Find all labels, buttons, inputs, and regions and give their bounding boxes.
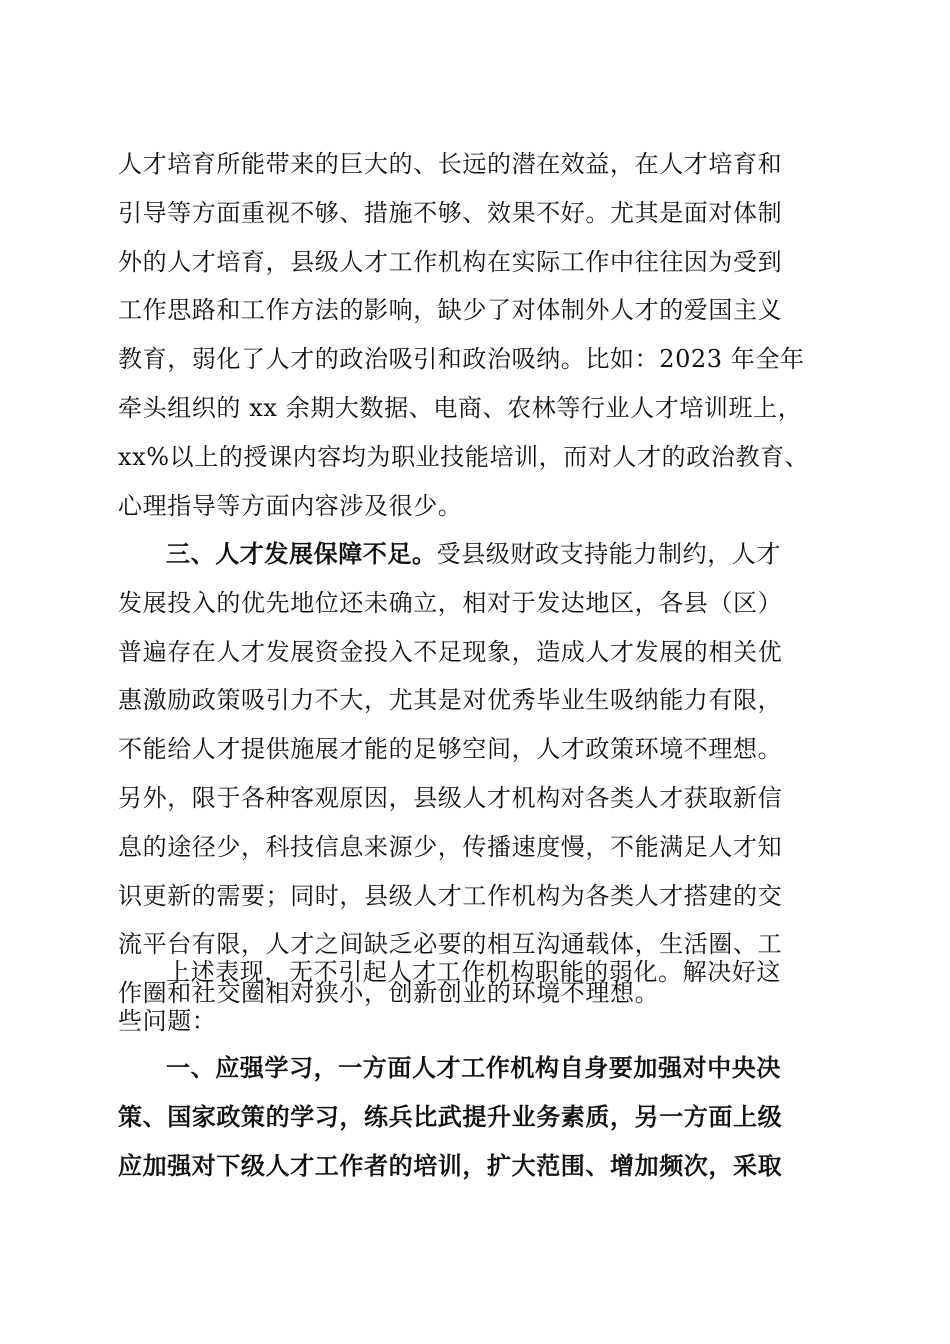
text-line: 些问题： [118, 1006, 217, 1035]
text-line: 作圈和社交圈相对狭小，创新创业的环境不理想。 [118, 979, 660, 1008]
text-line: 普遍存在人才发展资金投入不足现象，造成人才发展的相关优 [118, 637, 783, 666]
text-line: 另外，限于各种客观原因，县级人才机构对各类人才获取新信 [118, 783, 783, 812]
text-line: 流平台有限，人才之间缺乏必要的相互沟通载体，生活圈、工 [118, 930, 783, 959]
text-line: 教育，弱化了人才的政治吸引和政治吸纳。比如：2023 年全年 [118, 345, 805, 374]
text-line: 识更新的需要；同时，县级人才工作机构为各类人才搭建的交 [118, 881, 783, 910]
text-line-first-rest: 受县级财政支持能力制约，人才 [436, 540, 782, 568]
text-line: 外的人才培育，县级人才工作机构在实际工作中往往因为受到 [118, 247, 783, 276]
text-line: 人才培育所能带来的巨大的、长远的潜在效益，在人才培育和 [118, 150, 783, 178]
text-line: 引导等方面重视不够、措施不够、效果不好。尤其是面对体制 [118, 198, 783, 227]
paragraph-strengthen-learning [118, 1044, 830, 1190]
text-line: xx%以上的授课内容均为职业技能培训，而对人才的政治教育、 [118, 442, 810, 471]
text-line: 惠激励政策吸引力不大，尤其是对优秀毕业生吸纳能力有限， [118, 686, 783, 715]
section-heading-three: 三、人才发展保障不足。 [166, 540, 437, 568]
bold-text-line: 应加强对下级人才工作者的培训，扩大范围、增加频次，采取 [118, 1151, 783, 1180]
text-line: 牵头组织的 xx 余期大数据、电商、农林等行业人才培训班上， [118, 393, 803, 422]
text-line: 发展投入的优先地位还未确立，相对于发达地区，各县（区） [118, 588, 783, 617]
paragraph-summary [118, 948, 830, 1046]
paragraph-talent-cultivation [118, 140, 830, 530]
text-line-first [118, 530, 830, 579]
text-line: 不能给人才提供施展才能的足够空间，人才政策环境不理想。 [118, 735, 783, 764]
paragraph-insufficient-support [118, 530, 830, 1018]
text-line: 心理指导等方面内容涉及很少。 [118, 491, 463, 520]
bold-text-line: 策、国家政策的学习，练兵比武提升业务素质，另一方面上级 [118, 1102, 783, 1131]
text-line: 工作思路和工作方法的影响，缺少了对体制外人才的爱国主义 [118, 296, 783, 325]
bold-text-line: 一、应强学习，一方面人才工作机构自身要加强对中央决 [166, 1054, 781, 1082]
text-line: 息的途径少，科技信息来源少，传播速度慢，不能满足人才知 [118, 832, 783, 861]
text-line: 上述表现，无不引起人才工作机构职能的弱化。解决好这 [166, 958, 781, 986]
